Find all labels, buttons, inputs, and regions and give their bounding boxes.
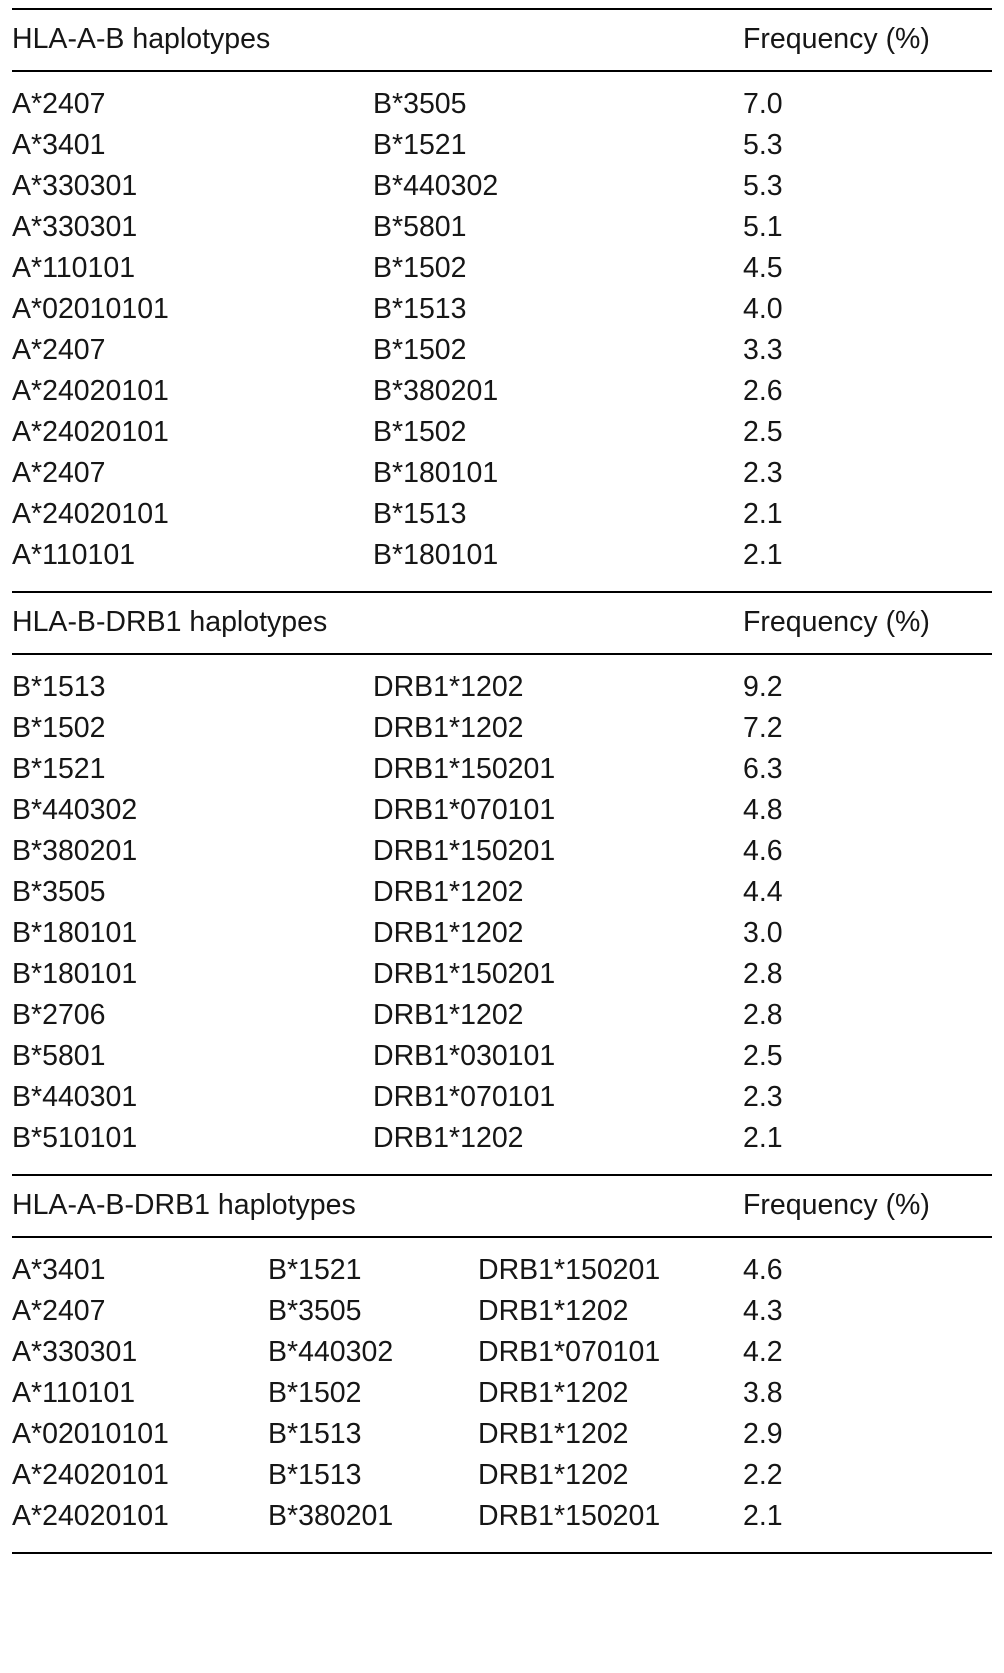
- haplotype-allele-cell: A*24020101: [12, 1459, 169, 1491]
- frequency-value-cell: 3.0: [743, 917, 783, 949]
- table-row: [12, 954, 992, 995]
- table-row: [12, 289, 992, 330]
- haplotype-allele-cell: DRB1*1202: [478, 1459, 629, 1491]
- frequency-value-cell: 3.8: [743, 1377, 783, 1409]
- table-row: [12, 412, 992, 453]
- haplotype-allele-cell: A*2407: [12, 88, 106, 120]
- frequency-value-cell: 5.1: [743, 211, 783, 243]
- frequency-value-cell: 2.5: [743, 416, 783, 448]
- haplotype-allele-cell: A*02010101: [12, 1418, 169, 1450]
- haplotype-allele-cell: DRB1*150201: [373, 835, 556, 867]
- haplotype-allele-cell: DRB1*070101: [373, 794, 556, 826]
- haplotype-allele-cell: B*440302: [268, 1336, 394, 1368]
- haplotype-allele-cell: A*24020101: [12, 1500, 169, 1532]
- table-row: [12, 708, 992, 749]
- frequency-value-cell: 2.3: [743, 1081, 783, 1113]
- haplotype-allele-cell: A*330301: [12, 170, 138, 202]
- section-rows: [12, 72, 992, 591]
- haplotype-allele-cell: DRB1*150201: [478, 1254, 661, 1286]
- frequency-value-cell: 2.6: [743, 375, 783, 407]
- haplotype-allele-cell: DRB1*150201: [373, 958, 556, 990]
- frequency-value-cell: 2.2: [743, 1459, 783, 1491]
- haplotype-allele-cell: B*3505: [373, 88, 467, 120]
- haplotype-allele-cell: B*440302: [12, 794, 138, 826]
- haplotype-allele-cell: B*380201: [12, 835, 138, 867]
- haplotype-allele-cell: B*1513: [373, 293, 467, 325]
- haplotype-allele-cell: B*1513: [268, 1459, 362, 1491]
- section-hla-a-b-drb1: [12, 1174, 992, 1552]
- section-hla-b-drb1: [12, 591, 992, 1174]
- frequency-value-cell: 2.8: [743, 958, 783, 990]
- haplotype-allele-cell: A*110101: [12, 1377, 136, 1409]
- haplotype-allele-cell: B*440301: [12, 1081, 138, 1113]
- table-row: [12, 207, 992, 248]
- haplotype-allele-cell: A*110101: [12, 539, 136, 571]
- haplotype-allele-cell: A*330301: [12, 1336, 138, 1368]
- haplotype-allele-cell: DRB1*030101: [373, 1040, 556, 1072]
- section-title: HLA-B-DRB1 haplotypes: [12, 606, 328, 638]
- haplotype-allele-cell: DRB1*1202: [373, 712, 524, 744]
- haplotype-allele-cell: B*1513: [12, 671, 106, 703]
- haplotype-allele-cell: B*3505: [268, 1295, 362, 1327]
- haplotype-allele-cell: B*380201: [373, 375, 499, 407]
- frequency-value-cell: 4.3: [743, 1295, 783, 1327]
- frequency-value-cell: 2.1: [743, 498, 783, 530]
- haplotype-allele-cell: B*1513: [373, 498, 467, 530]
- haplotype-allele-cell: B*1502: [373, 334, 467, 366]
- haplotype-allele-cell: DRB1*150201: [478, 1500, 661, 1532]
- haplotype-allele-cell: B*3505: [12, 876, 106, 908]
- table-row: [12, 749, 992, 790]
- section-title: HLA-A-B haplotypes: [12, 23, 271, 55]
- table-row: [12, 995, 992, 1036]
- table-row: [12, 1077, 992, 1118]
- frequency-value-cell: 4.6: [743, 835, 783, 867]
- haplotype-allele-cell: B*1513: [268, 1418, 362, 1450]
- haplotype-allele-cell: A*110101: [12, 252, 136, 284]
- haplotype-allele-cell: B*1502: [373, 252, 467, 284]
- haplotype-allele-cell: B*1521: [12, 753, 106, 785]
- haplotype-allele-cell: DRB1*1202: [478, 1295, 629, 1327]
- haplotype-allele-cell: A*330301: [12, 211, 138, 243]
- table-row: [12, 535, 992, 576]
- section-header-row: [12, 593, 992, 653]
- table-row: [12, 1332, 992, 1373]
- section-hla-a-b: [12, 8, 992, 591]
- table-row: [12, 1455, 992, 1496]
- table-row: [12, 494, 992, 535]
- frequency-value-cell: 4.8: [743, 794, 783, 826]
- frequency-value-cell: 4.5: [743, 252, 783, 284]
- table-row: [12, 790, 992, 831]
- haplotype-allele-cell: B*1521: [268, 1254, 362, 1286]
- haplotype-allele-cell: A*3401: [12, 129, 106, 161]
- table-row: [12, 831, 992, 872]
- haplotype-allele-cell: B*180101: [12, 958, 138, 990]
- haplotype-allele-cell: A*2407: [12, 334, 106, 366]
- haplotype-allele-cell: DRB1*150201: [373, 753, 556, 785]
- frequency-value-cell: 4.2: [743, 1336, 783, 1368]
- frequency-value-cell: 2.1: [743, 1122, 783, 1154]
- frequency-value-cell: 7.2: [743, 712, 783, 744]
- haplotype-allele-cell: B*180101: [373, 457, 499, 489]
- haplotype-allele-cell: DRB1*1202: [373, 1122, 524, 1154]
- haplotype-allele-cell: B*2706: [12, 999, 106, 1031]
- frequency-value-cell: 4.4: [743, 876, 783, 908]
- table-row: [12, 1414, 992, 1455]
- frequency-value-cell: 2.9: [743, 1418, 783, 1450]
- table-row: [12, 371, 992, 412]
- haplotype-allele-cell: B*5801: [12, 1040, 106, 1072]
- table-row: [12, 1291, 992, 1332]
- haplotype-allele-cell: A*2407: [12, 1295, 106, 1327]
- haplotype-allele-cell: B*1502: [12, 712, 106, 744]
- section-rows: [12, 1238, 992, 1552]
- haplotype-allele-cell: B*5801: [373, 211, 467, 243]
- table-row: [12, 166, 992, 207]
- table-row: [12, 330, 992, 371]
- haplotype-allele-cell: B*1521: [373, 129, 467, 161]
- table-row: [12, 1373, 992, 1414]
- haplotype-allele-cell: B*380201: [268, 1500, 394, 1532]
- table-row: [12, 453, 992, 494]
- haplotype-allele-cell: DRB1*1202: [478, 1418, 629, 1450]
- frequency-value-cell: 2.1: [743, 1500, 783, 1532]
- haplotype-allele-cell: A*3401: [12, 1254, 106, 1286]
- divider: [12, 1552, 992, 1554]
- haplotype-allele-cell: B*180101: [12, 917, 138, 949]
- table-row: [12, 1496, 992, 1537]
- frequency-value-cell: 5.3: [743, 170, 783, 202]
- frequency-value-cell: 7.0: [743, 88, 783, 120]
- haplotype-allele-cell: DRB1*1202: [373, 876, 524, 908]
- haplotype-allele-cell: B*440302: [373, 170, 499, 202]
- section-header-row: [12, 1176, 992, 1236]
- table-row: [12, 913, 992, 954]
- table-row: [12, 125, 992, 166]
- frequency-value-cell: 3.3: [743, 334, 783, 366]
- haplotype-allele-cell: DRB1*1202: [373, 999, 524, 1031]
- haplotype-allele-cell: A*02010101: [12, 293, 169, 325]
- table-row: [12, 84, 992, 125]
- haplotype-allele-cell: A*2407: [12, 457, 106, 489]
- haplotype-allele-cell: DRB1*070101: [478, 1336, 661, 1368]
- haplotype-allele-cell: B*1502: [373, 416, 467, 448]
- haplotype-allele-cell: DRB1*1202: [373, 917, 524, 949]
- table-row: [12, 667, 992, 708]
- frequency-value-cell: 2.3: [743, 457, 783, 489]
- table-row: [12, 1250, 992, 1291]
- haplotype-allele-cell: A*24020101: [12, 416, 169, 448]
- frequency-value-cell: 4.6: [743, 1254, 783, 1286]
- haplotype-allele-cell: DRB1*1202: [478, 1377, 629, 1409]
- table-row: [12, 248, 992, 289]
- frequency-value-cell: 2.1: [743, 539, 783, 571]
- haplotype-allele-cell: B*1502: [268, 1377, 362, 1409]
- frequency-value-cell: 2.5: [743, 1040, 783, 1072]
- frequency-column-header: Frequency (%): [743, 606, 930, 638]
- table-row: [12, 872, 992, 913]
- frequency-value-cell: 5.3: [743, 129, 783, 161]
- haplotype-allele-cell: B*180101: [373, 539, 499, 571]
- section-rows: [12, 655, 992, 1174]
- haplotype-allele-cell: A*24020101: [12, 375, 169, 407]
- section-header-row: [12, 10, 992, 70]
- frequency-column-header: Frequency (%): [743, 1189, 930, 1221]
- frequency-value-cell: 9.2: [743, 671, 783, 703]
- frequency-value-cell: 4.0: [743, 293, 783, 325]
- frequency-column-header: Frequency (%): [743, 23, 930, 55]
- haplotype-allele-cell: B*510101: [12, 1122, 138, 1154]
- frequency-value-cell: 6.3: [743, 753, 783, 785]
- table-row: [12, 1118, 992, 1159]
- haplotype-allele-cell: A*24020101: [12, 498, 169, 530]
- section-title: HLA-A-B-DRB1 haplotypes: [12, 1189, 356, 1221]
- haplotype-allele-cell: DRB1*1202: [373, 671, 524, 703]
- table-row: [12, 1036, 992, 1077]
- frequency-value-cell: 2.8: [743, 999, 783, 1031]
- haplotype-allele-cell: DRB1*070101: [373, 1081, 556, 1113]
